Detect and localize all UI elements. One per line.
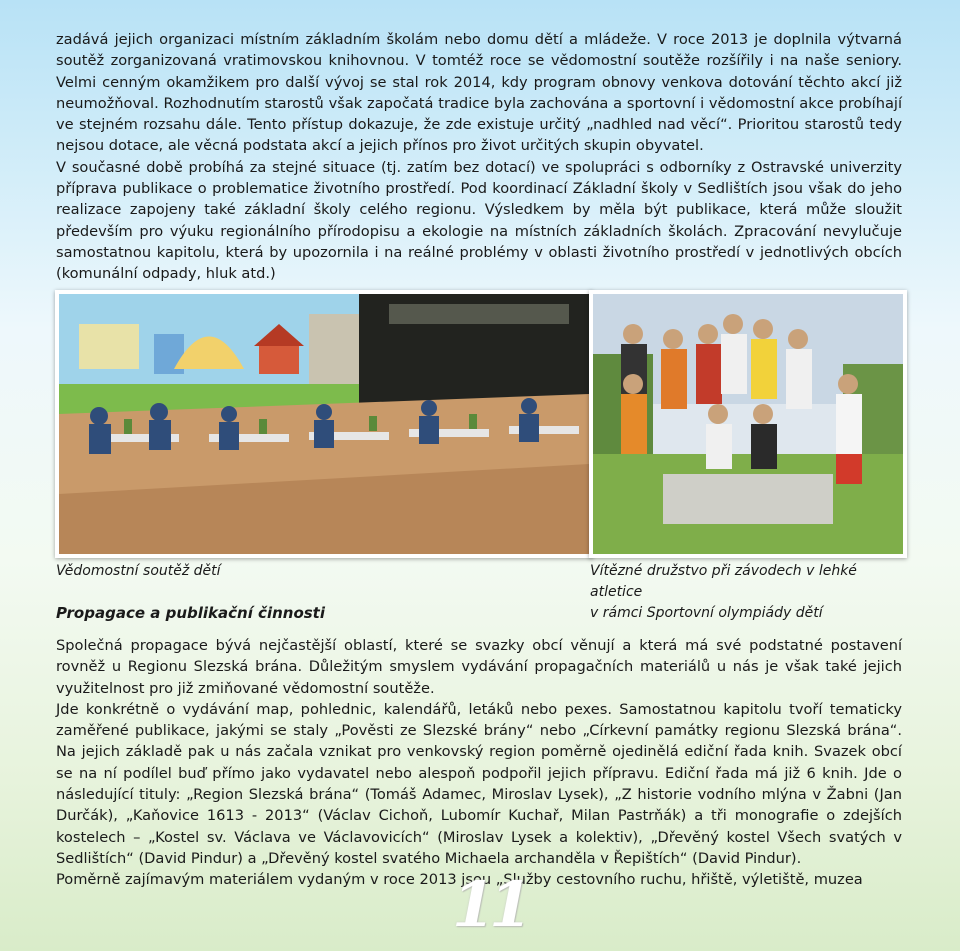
paragraph: Poměrně zajímavým materiálem vydaným v roce 2013 jsou „Služby cestovního ruchu, hřiště, výletiště, muzea	[56, 871, 863, 889]
paragraph: zadává jejich organizaci místním základním školám nebo domu dětí a mládeže. V roce 2013 je doplnila výtvarná soutěž zorganizovaná vratimovskou knihovnou. V tomtéž roce se vědomostní soutěže rozšířily i na naše seniory. Velmi cenným okamžikem pro další vývoj se stal rok 2014, kdy program obnovy venkova dotování těchto akcí již neumožňoval. Rozhodnutím starostů však započatá tradice byla zachována a sportovní i vědomostní akce probíhají ve stejném rozsahu dále. Tento přístup dokazuje, že zde existuje určitý „nadhled nad věcí“. Prioritou starostů tedy nejsou dotace, ale věcná podstata akcí a jejich přínos pro život určitých skupin obyvatel.	[56, 31, 902, 155]
photo-winning-team	[589, 290, 907, 558]
paragraph: Jde konkrétně o vydávání map, pohlednic, kalendářů, letáků nebo pexes. Samostatnou kapitolu tvoří tematicky zaměřené publikace, jakými se staly „Pověsti ze Slezské brány“ nebo „Církevní památky regionu Slezská brána“. Na jejich základě pak u nás začala vznikat pro venkovský region poměrně ojedinělá ediční řada knih. Svazek obcí se na ní podílel buď přímo jako vydavatel nebo alespoň podpořil jejich přípravu. Ediční řada má již 6 knih. Jde o následující tituly: „Region Slezská brána“ (Tomáš Adamec, Miroslav Lysek), „Z historie vodního mlýna v Žabni (Jan Durčák), „Kaňovice 1613 - 2013“ (Václav Cichoň, Lubomír Kuchař, Milan Pastrňák) a tři monografie o zdejších kostelech – „Kostel sv. Václava ve Václavovicích“ (Miroslav Lysek a kolektiv), „Dřevěný kostel Všech svatých v Sedlištích“ (David Pindur) a „Dřevěný kostel svatého Michaela archanděla v Řepištích“ (David Pindur).	[56, 700, 902, 867]
page-number: 11	[452, 868, 527, 941]
propagation-text-block	[56, 635, 902, 891]
caption-right-line1: Vítězné družstvo při závodech v lehké atletice	[590, 563, 857, 600]
paragraph: V současné době probíhá za stejné situace (tj. zatím bez dotací) ve spolupráci s odborníky z Ostravské univerzity příprava publikace o problematice životního prostředí. Pod koordinací Základní školy v Sedlištích jsou však do jeho realizace zapojeny také základní školy celého regionu. Výsledkem by měla být publikace, která může sloužit především pro výuku regionálního přírodopisu a ekologie na místních základních školách. Zpracování nevylučuje samostatnou kapitolu, která by upozornila i na reálné problémy v oblasti životního prostředí v jednotlivých obcích (komunální odpady, hluk atd.)	[56, 158, 902, 283]
section-heading: Propagace a publikační činnosti	[56, 604, 325, 622]
paragraph: Společná propagace bývá nejčastější oblastí, které se svazky obcí věnují a která má své podstatné postavení rovněž u Regionu Slezská brána. Důležitým smyslem vydávání propagačních materiálů u nás je však také jejich využitelnost pro již zmiňované vědomostní soutěže.	[56, 637, 902, 697]
photo-knowledge-competition	[55, 290, 593, 558]
caption-right-line2: v rámci Sportovní olympiády dětí	[590, 605, 823, 621]
caption-right	[590, 561, 910, 624]
caption-left: Vědomostní soutěž dětí	[56, 563, 221, 579]
intro-text-block	[56, 29, 902, 285]
